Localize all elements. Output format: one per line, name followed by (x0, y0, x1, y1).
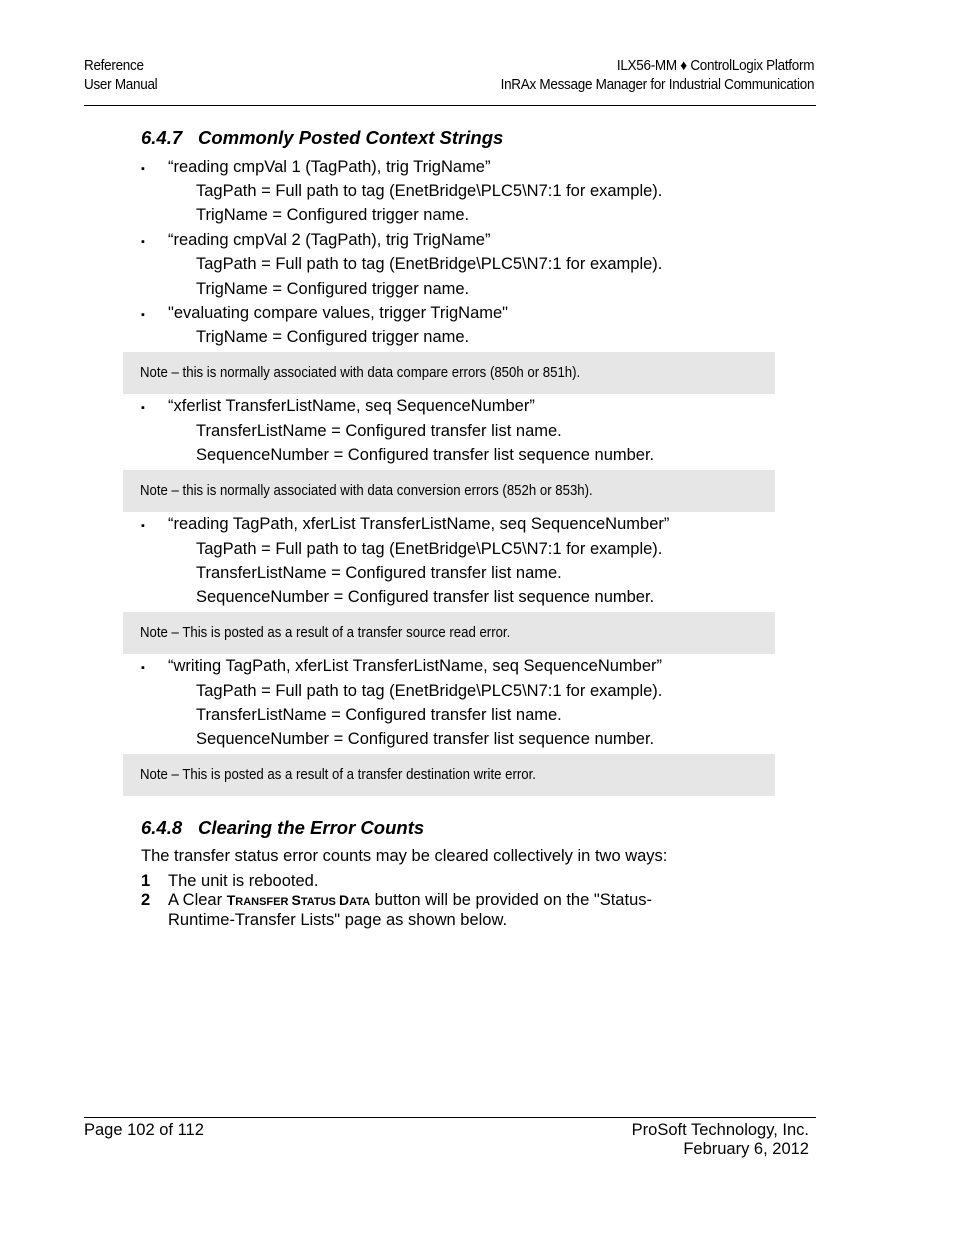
smallcaps-rest: ATA (349, 896, 371, 908)
context-string-detail: TagPath = Full path to tag (EnetBridge\PLC5\N7:1 for example). (196, 682, 663, 700)
note-text: Note – This is posted as a result of a transfer destination write error. (140, 766, 536, 783)
header-product-name: InRAx Message Manager for Industrial Communication (500, 77, 814, 93)
footer-company: ProSoft Technology, Inc. (631, 1121, 809, 1139)
header-document-type: User Manual (84, 77, 158, 93)
note-box (123, 470, 775, 512)
context-string-detail: TransferListName = Configured transfer list name. (196, 564, 562, 582)
smallcaps-initial: D (338, 892, 350, 908)
smallcaps-rest: TATUS (300, 896, 339, 908)
section-number: 6.4.8 (141, 817, 183, 838)
step-number: 2 (141, 891, 151, 909)
header-product-line: ILX56-MM ♦ ControlLogix Platform (616, 58, 814, 74)
footer-rule (84, 1117, 816, 1118)
context-string: “writing TagPath, xferList TransferListName, seq SequenceNumber” (168, 657, 663, 675)
context-string-detail: TagPath = Full path to tag (EnetBridge\PLC5\N7:1 for example). (196, 255, 663, 273)
note-text: Note – this is normally associated with data compare errors (850h or 851h). (140, 364, 581, 381)
context-string-detail: SequenceNumber = Configured transfer list sequence number. (196, 588, 655, 606)
section-heading-6-4-8 (141, 817, 424, 839)
header-section-label: Reference (84, 58, 144, 74)
header-rule (84, 105, 816, 106)
bullet-marker: ▪ (141, 662, 145, 674)
context-string-detail: TrigName = Configured trigger name. (196, 206, 470, 224)
smallcaps-rest: RANSFER (235, 896, 292, 908)
step-number: 1 (141, 872, 151, 890)
context-string: “reading cmpVal 1 (TagPath), trig TrigName” (168, 158, 491, 176)
context-string: “reading TagPath, xferList TransferListName, seq SequenceNumber” (168, 515, 670, 533)
context-string-detail: TagPath = Full path to tag (EnetBridge\PLC5\N7:1 for example). (196, 540, 663, 558)
footer-date: February 6, 2012 (683, 1140, 809, 1158)
section-title: Commonly Posted Context Strings (198, 127, 504, 148)
context-string: “reading cmpVal 2 (TagPath), trig TrigName” (168, 231, 491, 249)
note-box (123, 352, 775, 394)
context-string: "evaluating compare values, trigger TrigName" (168, 304, 509, 322)
bullet-marker: ▪ (141, 402, 145, 414)
step-text (168, 891, 652, 910)
step-text-continued: Runtime-Transfer Lists" page as shown below. (168, 911, 508, 929)
note-text: Note – This is posted as a result of a transfer source read error. (140, 624, 511, 641)
section-title: Clearing the Error Counts (198, 817, 425, 838)
section-number: 6.4.7 (141, 127, 183, 148)
step-text-pre: A Clear (168, 891, 227, 909)
bullet-marker: ▪ (141, 163, 145, 175)
smallcaps-initial: S (291, 892, 301, 908)
bullet-marker: ▪ (141, 520, 145, 532)
context-string-detail: TrigName = Configured trigger name. (196, 280, 470, 298)
note-box (123, 612, 775, 654)
context-string-detail: TransferListName = Configured transfer list name. (196, 706, 562, 724)
section-intro: The transfer status error counts may be cleared collectively in two ways: (141, 847, 668, 865)
step-text-post: button will be provided on the "Status- (370, 891, 652, 909)
context-string-detail: SequenceNumber = Configured transfer list sequence number. (196, 446, 655, 464)
context-string-detail: TagPath = Full path to tag (EnetBridge\PLC5\N7:1 for example). (196, 182, 663, 200)
note-box (123, 754, 775, 796)
smallcaps-initial: T (226, 892, 236, 908)
note-text: Note – this is normally associated with data conversion errors (852h or 853h). (140, 482, 593, 499)
bullet-marker: ▪ (141, 236, 145, 248)
context-string-detail: TrigName = Configured trigger name. (196, 328, 470, 346)
context-string-detail: TransferListName = Configured transfer list name. (196, 422, 562, 440)
context-string: “xferlist TransferListName, seq SequenceNumber” (168, 397, 535, 415)
section-heading-6-4-7 (141, 127, 503, 149)
context-string-detail: SequenceNumber = Configured transfer list sequence number. (196, 730, 655, 748)
bullet-marker: ▪ (141, 309, 145, 321)
button-name-smallcaps (227, 891, 370, 909)
page-number: Page 102 of 112 (84, 1121, 204, 1139)
step-text: The unit is rebooted. (168, 872, 319, 890)
